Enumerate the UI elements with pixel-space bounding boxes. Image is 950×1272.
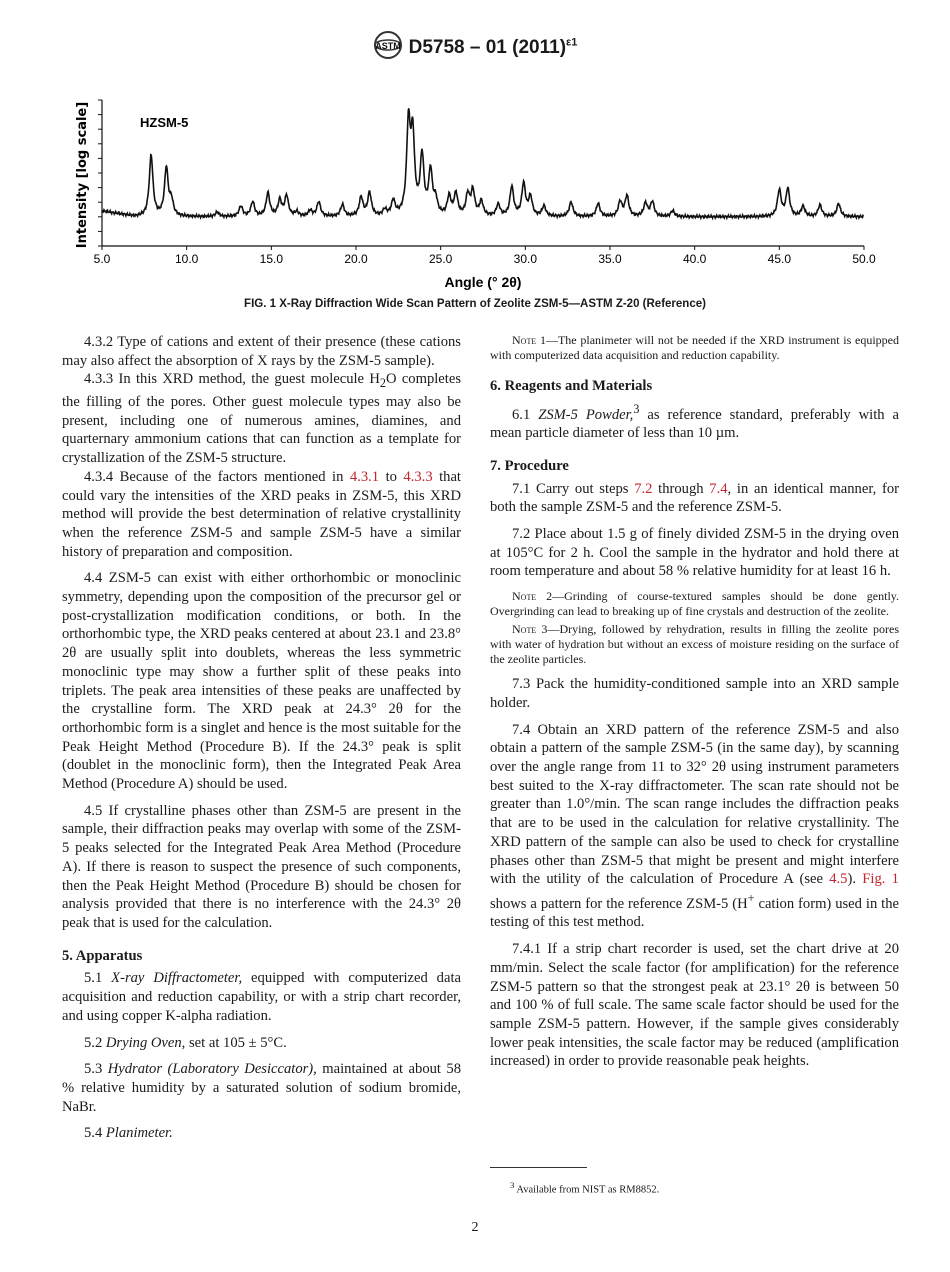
para-7-2: 7.2 Place about 1.5 g of finely divided ZSM-5 in the drying oven at 105°C for 2 h. Cool the sample in the hydrator and hold there at room temperature and about 58 % relative humidity for at least 16 h.: [490, 526, 899, 580]
xrd-chart: [0, 90, 950, 295]
note-2: Note 2—Grinding of course-textured samples should be done gently. Overgrinding can lead to breaking up of fine crystals and destruction of the zeolite.: [490, 589, 899, 619]
y-axis-label: Intensity [log scale]: [75, 101, 90, 249]
footnote: $^3$ Available from NIST as RM8852.: [510, 1180, 660, 1196]
para-4-3-3: 4.3.3 In this XRD method, the guest molecule $H_2O$ completes the filling of the pores. Other guest molecule types may also be present, including one of numerous amines, diamines, and quarternary ammonium cations that can function as a template for crystallization of the ZSM-5 structure.: [62, 371, 461, 467]
series-label: HZSM-5: [140, 115, 189, 130]
designation-epsilon: ε1: [566, 36, 578, 49]
section-5-heading: 5. Apparatus: [62, 947, 143, 964]
note-3: Note 3—Drying, followed by rehydration, results in filling the zeolite pores with water of hydration but without an excess of moisture residing on the surface of the zeolite particles.: [490, 622, 899, 667]
x-tick-label: 25.0: [428, 252, 453, 266]
para-4-3-2: 4.3.2 Type of cations and extent of their presence (these cations may also affect the absorption of X rays by the ZSM-5 sample).: [62, 334, 461, 369]
para-5-3: 5.3 Hydrator (Laboratory Desiccator), maintained at about 58 % relative humidity by a saturated solution of sodium bromide, NaBr.: [62, 1061, 462, 1115]
figure-caption: FIG. 1 X-Ray Diffraction Wide Scan Pattern of Zeolite ZSM-5—ASTM Z-20 (Reference): [244, 298, 706, 310]
link-7-4[interactable]: 7.4: [709, 480, 728, 497]
x-tick-label: 10.0: [174, 252, 199, 266]
link-4-3-3[interactable]: 4.3.3: [403, 468, 433, 485]
page-number: 2: [471, 1220, 479, 1235]
para-4-3-4: 4.3.4 Because of the factors mentioned in 4.3.1 to 4.3.3 that could vary the intensities of the XRD peaks in ZSM-5, this XRD method will provide the best determination of relative crystallinity when the reference ZSM-5 and sample ZSM-5 have a similar history of preparation and composition.: [62, 468, 461, 560]
svg-text:ASTM: ASTM: [374, 41, 401, 51]
x-tick-label: 15.0: [259, 252, 284, 266]
note-1: Note 1—The planimeter will not be needed if the XRD instrument is equipped with computerized data acquisition and reduction capability.: [490, 333, 900, 362]
left-column: [62, 333, 461, 1143]
x-axis-label: Angle (° 2θ): [444, 274, 522, 290]
link-fig-1[interactable]: Fig. 1: [862, 871, 899, 888]
para-4-4: 4.4 ZSM-5 can exist with either orthorhombic or monoclinic symmetry, depending upon the composition of the precursor gel or post-crystallization modification conditions, or both. In the orthorhombic type, the XRD peaks centered at about 23.1 and 23.8° 2θ are usually split into doublets, whereas the less symmetric monoclinic type may show a further split of these peaks into triplets. The peak area intensities of these peaks are unaffected by the crystalline form. The XRD peak at 24.3° 2θ for the orthorhombic form is a singlet and hence is the most suitable for the Peak Height Method (Procedure B). If the 24.3° peak is split (doublet in the monoclinic form), then the Integrated Peak Area Method (Procedure A) should be used.: [62, 570, 461, 793]
designation: D5758 – 01 (2011): [408, 37, 567, 59]
para-5-2: 5.2 Drying Oven, set at 105 ± 5°C.: [84, 1034, 287, 1051]
footnote-divider: [490, 1167, 587, 1168]
para-6-1: 6.1 ZSM-5 Powder,$^3$ as reference standard, preferably with a mean particle diameter of less than 10 µm.: [490, 401, 899, 442]
para-5-4: 5.4 Planimeter.: [84, 1125, 173, 1142]
para-7-4: 7.4 Obtain an XRD pattern of the reference ZSM-5 and also obtain a pattern of the sample ZSM-5 (in the same day), by scanning over the angle range from 11 to 32° 2θ using instrument parameters best suited to the X-ray diffractometer. The scan rate should not be greater than 1.0°/min. The scan range includes the diffraction peaks that are to be used in the calculation for relative crystallinity. The XRD pattern of the sample can also be used to check for crystalline phases other than ZSM-5 that might be present and might interfere with the utility of the calculation of Procedure A (see 4.5). Fig. 1 shows a pattern for the reference ZSM-5 (H+ cation form) used in the testing of this test method.: [490, 721, 899, 931]
x-tick-label: 45.0: [767, 252, 792, 266]
para-7-1: 7.1 Carry out steps 7.2 through 7.4, in an identical manner, for both the sample ZSM-5 and the reference ZSM-5.: [490, 480, 899, 516]
section-7-heading: 7. Procedure: [490, 457, 569, 474]
section-6-heading: 6. Reagents and Materials: [490, 378, 653, 394]
link-7-2[interactable]: 7.2: [634, 480, 653, 497]
para-7-3: 7.3 Pack the humidity-conditioned sample into an XRD sample holder.: [490, 676, 899, 711]
para-7-4-1: 7.4.1 If a strip chart recorder is used, set the chart drive at 20 mm/min. Select the scale factor (for amplification) for the reference ZSM-5 pattern so that the strongest peak at 23.1° 2θ is between 50 and 100 % of full scale. The same scale factor should be used for the sample ZSM-5 pattern. However, if the sample gives considerably lower peak intensities, the scale factor may be reduced (amplification increased) in order to provide reasonable peak heights.: [490, 941, 899, 1070]
link-4-5[interactable]: 4.5: [829, 871, 848, 888]
x-tick-label: 35.0: [598, 252, 622, 266]
x-tick-label: 5.0: [93, 252, 111, 266]
para-4-5: 4.5 If crystalline phases other than ZSM-5 are present in the sample, their diffraction peaks may overlap with some of the ZSM-5 peaks selected for the Integrated Peak Area Method (Procedure A). If there is reason to suspect the presence of such components, then the Peak Height Method (Procedure B) should be chosen for analysis provided that there is no interference with the 24.3° 2θ peak that is used for the calculation.: [62, 802, 461, 931]
para-5-1: 5.1 X-ray Diffractometer, equipped with computerized data acquisition and reduction capability, or with a strip chart recorder, and using copper K-alpha radiation.: [62, 970, 461, 1024]
x-tick-label: 50.0: [852, 252, 876, 266]
x-tick-label: 30.0: [513, 252, 538, 266]
right-column: [490, 333, 899, 1071]
astm-logo-icon: [373, 30, 403, 66]
link-4-3-1[interactable]: 4.3.1: [349, 468, 380, 485]
document-header: [0, 30, 950, 66]
x-tick-label: 20.0: [344, 252, 368, 266]
x-tick-label: 40.0: [682, 252, 707, 266]
xrd-pattern-line: [102, 108, 864, 218]
